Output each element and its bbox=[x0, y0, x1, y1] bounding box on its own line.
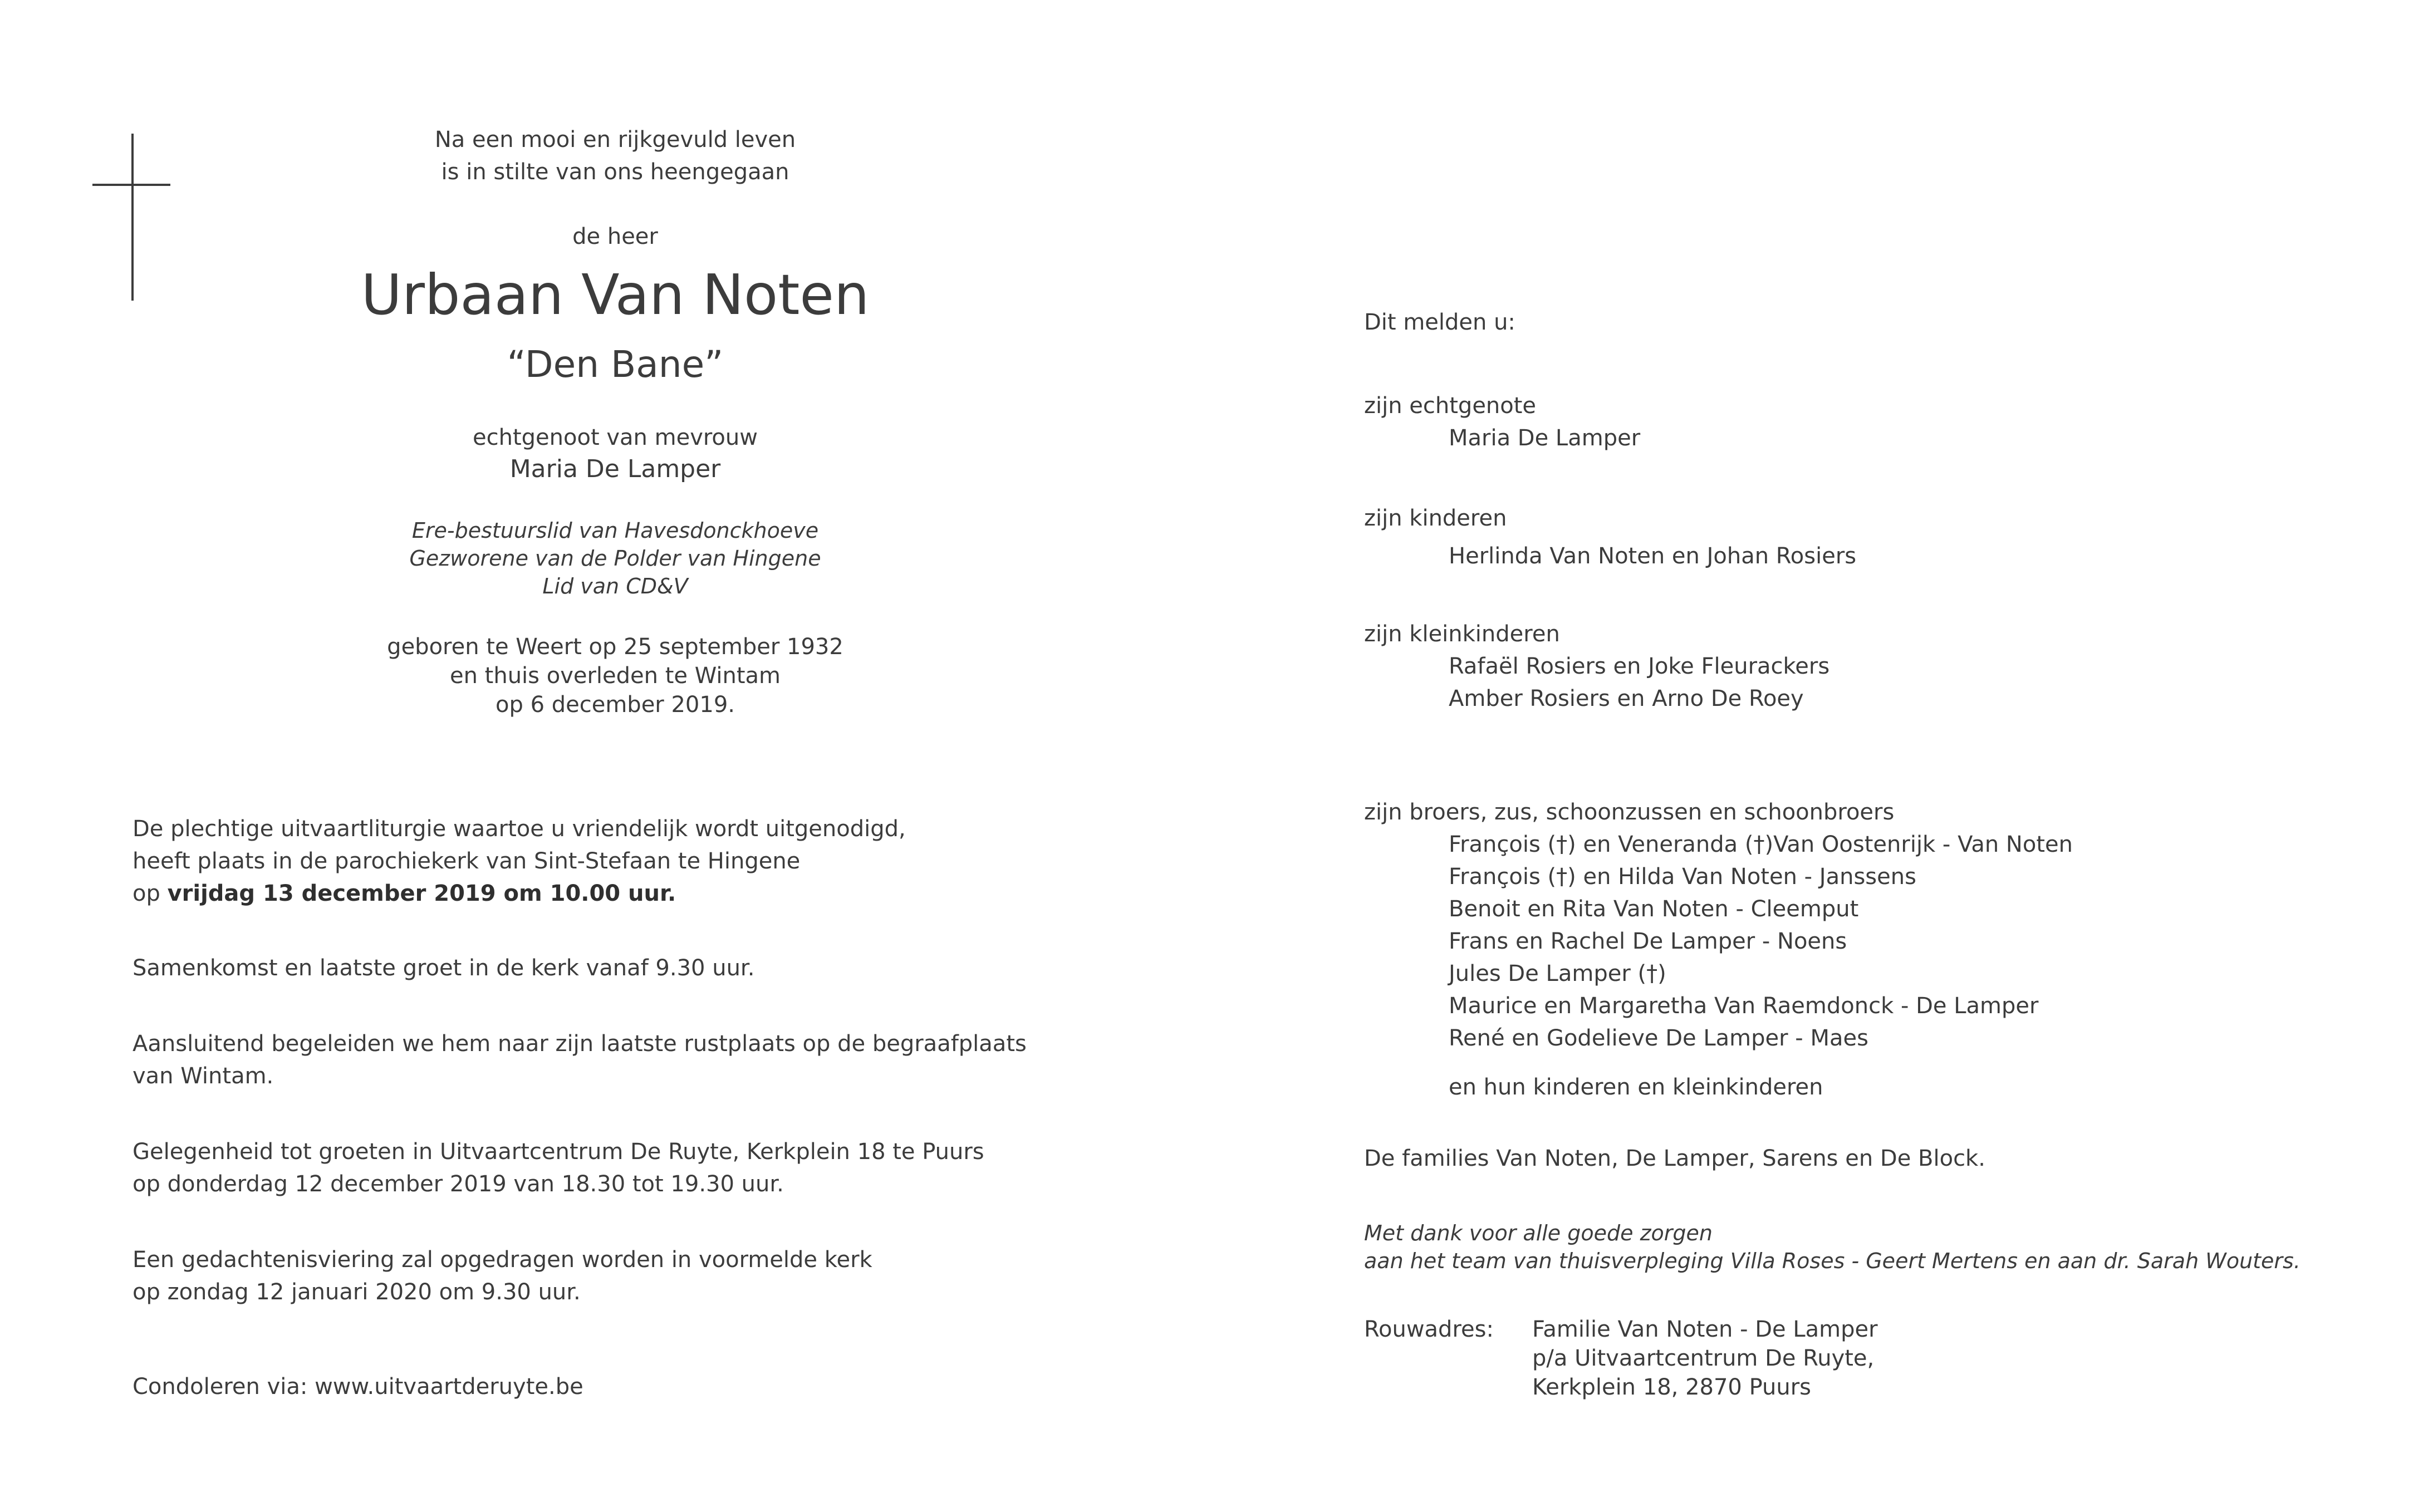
siblings-section bbox=[1364, 796, 2422, 1103]
memorial-line-1: Een gedachtenisviering zal opgedragen worden in voormelde kerk bbox=[133, 1247, 872, 1273]
memorial-paragraph bbox=[133, 1244, 1124, 1308]
funeral-line-2: heeft plaats in de parochiekerk van Sint-Stefaan te Hingene bbox=[133, 848, 801, 874]
sibling-entry: Benoit en Rita Van Noten - Cleemput bbox=[1449, 896, 1859, 922]
role-3: Lid van CD&V bbox=[542, 574, 688, 598]
children-section bbox=[1364, 502, 2422, 572]
siblings-footer: en hun kinderen en kleinkinderen bbox=[1449, 1074, 1823, 1100]
memorial-line-2: op zondag 12 januari 2020 om 9.30 uur. bbox=[133, 1279, 581, 1305]
roles bbox=[217, 517, 1013, 600]
spouse-heading: zijn echtgenote bbox=[1364, 393, 1537, 419]
death-line-2: op 6 december 2019. bbox=[496, 692, 735, 718]
death-line-1: en thuis overleden te Wintam bbox=[449, 663, 781, 689]
title-prefix: de heer bbox=[572, 224, 658, 249]
visitation-line-2: op donderdag 12 december 2019 van 18.30 tot 19.30 uur. bbox=[133, 1171, 784, 1197]
funeral-paragraph bbox=[133, 813, 1124, 910]
grandchild-entry: Rafaël Rosiers en Joke Fleurackers bbox=[1449, 654, 1830, 679]
intro-text bbox=[217, 124, 1013, 188]
funeral-date: vrijdag 13 december 2019 om 10.00 uur. bbox=[167, 881, 676, 906]
address-line-3: Kerkplein 18, 2870 Puurs bbox=[1532, 1374, 1811, 1400]
child-entry: Herlinda Van Noten en Johan Rosiers bbox=[1449, 543, 1857, 569]
sibling-entry: Maurice en Margaretha Van Raemdonck - De Lamper bbox=[1449, 993, 2039, 1019]
intro-line-2: is in stilte van ons heengegaan bbox=[441, 159, 789, 185]
thanks-note bbox=[1364, 1219, 2422, 1275]
funeral-date-prefix: op bbox=[133, 881, 168, 906]
address-label: Rouwadres: bbox=[1364, 1317, 1494, 1342]
intro-line-1: Na een mooi en rijkgevuld leven bbox=[434, 127, 796, 153]
role-2: Gezworene van de Polder van Hingene bbox=[409, 546, 821, 571]
families-line: De families Van Noten, De Lamper, Sarens en De Block. bbox=[1364, 1146, 1985, 1171]
sibling-entry: René en Godelieve De Lamper - Maes bbox=[1449, 1025, 1868, 1051]
thanks-line-1: Met dank voor alle goede zorgen bbox=[1364, 1221, 1713, 1245]
cross-vertical-bar bbox=[131, 134, 134, 301]
deceased-name: Urbaan Van Noten bbox=[361, 262, 870, 327]
sibling-entry: Frans en Rachel De Lamper - Noens bbox=[1449, 929, 1847, 954]
birth-line: geboren te Weert op 25 september 1932 bbox=[387, 634, 843, 660]
cross-horizontal-bar bbox=[92, 184, 170, 186]
grandchildren-heading: zijn kleinkinderen bbox=[1364, 621, 1560, 647]
announcement-intro: Dit melden u: bbox=[1364, 310, 1515, 335]
address-line-2: p/a Uitvaartcentrum De Ruyte, bbox=[1532, 1346, 1875, 1371]
sibling-entry: Jules De Lamper (†) bbox=[1449, 961, 1666, 986]
condolences-link[interactable]: Condoleren via: www.uitvaartderuyte.be bbox=[133, 1374, 583, 1400]
visitation-paragraph bbox=[133, 1136, 1124, 1200]
spouse-name: Maria De Lamper bbox=[509, 455, 721, 483]
role-1: Ere-bestuurslid van Havesdonckhoeve bbox=[411, 518, 819, 543]
spouse-entry: Maria De Lamper bbox=[1449, 425, 1641, 451]
children-heading: zijn kinderen bbox=[1364, 505, 1507, 531]
burial-line-2: van Wintam. bbox=[133, 1063, 274, 1089]
nickname: “Den Bane” bbox=[507, 343, 724, 386]
address-block bbox=[1532, 1315, 1878, 1402]
thanks-line-2: aan het team van thuisverpleging Villa Roses - Geert Mertens en aan dr. Sarah Wouters. bbox=[1364, 1249, 2300, 1273]
grandchildren-section bbox=[1364, 618, 2422, 715]
siblings-heading: zijn broers, zus, schoonzussen en schoonbroers bbox=[1364, 799, 1895, 825]
sibling-entry: François (†) en Hilda Van Noten - Janssens bbox=[1449, 864, 1916, 890]
spouse-section bbox=[1364, 390, 2422, 454]
address-line-1: Familie Van Noten - De Lamper bbox=[1532, 1317, 1878, 1342]
funeral-line-1: De plechtige uitvaartliturgie waartoe u vriendelijk wordt uitgenodigd, bbox=[133, 816, 906, 842]
sibling-entry: François (†) en Veneranda (†)Van Oostenrijk - Van Noten bbox=[1449, 832, 2073, 857]
spouse-intro: echtgenoot van mevrouw bbox=[473, 425, 758, 450]
burial-line-1: Aansluitend begeleiden we hem naar zijn laatste rustplaats op de begraafplaats bbox=[133, 1031, 1027, 1057]
burial-paragraph bbox=[133, 1028, 1124, 1092]
gathering-text: Samenkomst en laatste groet in de kerk vanaf 9.30 uur. bbox=[133, 955, 755, 981]
grandchild-entry: Amber Rosiers en Arno De Roey bbox=[1449, 686, 1804, 711]
funeral-line-3 bbox=[133, 877, 1124, 910]
visitation-line-1: Gelegenheid tot groeten in Uitvaartcentrum De Ruyte, Kerkplein 18 te Puurs bbox=[133, 1139, 984, 1165]
life-dates bbox=[217, 632, 1013, 719]
